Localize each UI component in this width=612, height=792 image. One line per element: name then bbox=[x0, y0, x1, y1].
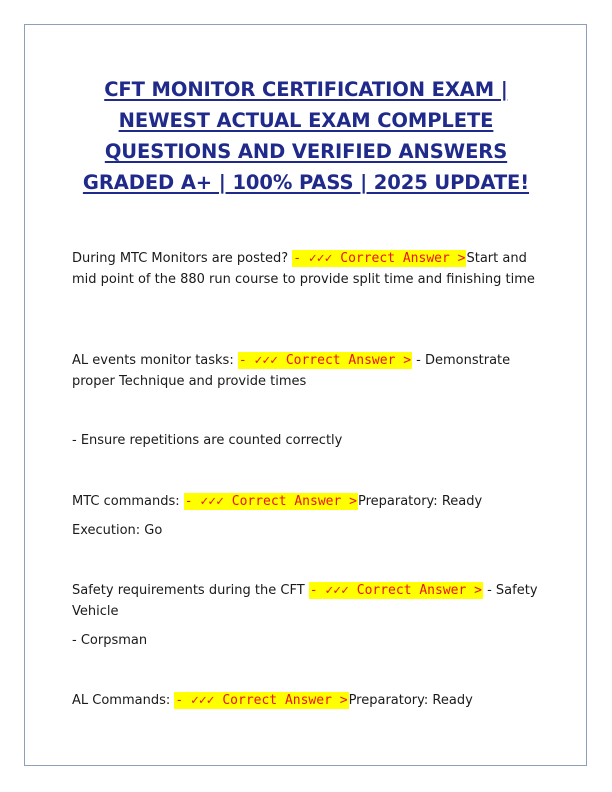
correct-answer-tag: - ✓✓✓ Correct Answer > bbox=[238, 353, 412, 368]
answer-continuation: Execution: Go bbox=[72, 523, 163, 538]
qa-entry-5 bbox=[72, 690, 550, 711]
qa-entry-2 bbox=[72, 350, 550, 392]
question-text: AL Commands: bbox=[72, 693, 175, 708]
answer-text: - Safety Vehicle bbox=[72, 583, 538, 619]
answer-text: Start and mid point of the 880 run course to provide split time and finishing time bbox=[72, 251, 535, 287]
answer-text: Preparatory: Ready bbox=[357, 494, 483, 509]
answer-text: - Demonstrate proper Technique and provide times bbox=[72, 353, 511, 389]
answer-continuation: - Corpsman bbox=[72, 633, 148, 648]
document-title-text: CFT MONITOR CERTIFICATION EXAM | NEWEST ACTUAL EXAM COMPLETE QUESTIONS AND VERIFIED ANSWERS GRADED A+ | 100% PASS | 2025 UPDATE! bbox=[82, 78, 530, 194]
qa-entry-4 bbox=[72, 580, 550, 622]
document-title bbox=[60, 74, 552, 198]
correct-answer-tag: - ✓✓✓ Correct Answer > bbox=[184, 494, 357, 509]
question-text: AL events monitor tasks: bbox=[72, 353, 238, 368]
question-text: MTC commands: bbox=[72, 494, 184, 509]
answer-continuation: - Ensure repetitions are counted correctly bbox=[72, 433, 343, 448]
answer-text: Preparatory: Ready bbox=[348, 693, 473, 708]
question-text: Safety requirements during the CFT bbox=[72, 583, 309, 598]
correct-answer-tag: - ✓✓✓ Correct Answer > bbox=[293, 251, 466, 266]
qa-entry-1 bbox=[72, 248, 550, 290]
correct-answer-tag: - ✓✓✓ Correct Answer > bbox=[175, 693, 348, 708]
correct-answer-tag: - ✓✓✓ Correct Answer > bbox=[309, 583, 482, 598]
qa-entry-3 bbox=[72, 491, 550, 512]
question-text: During MTC Monitors are posted? bbox=[72, 251, 293, 266]
